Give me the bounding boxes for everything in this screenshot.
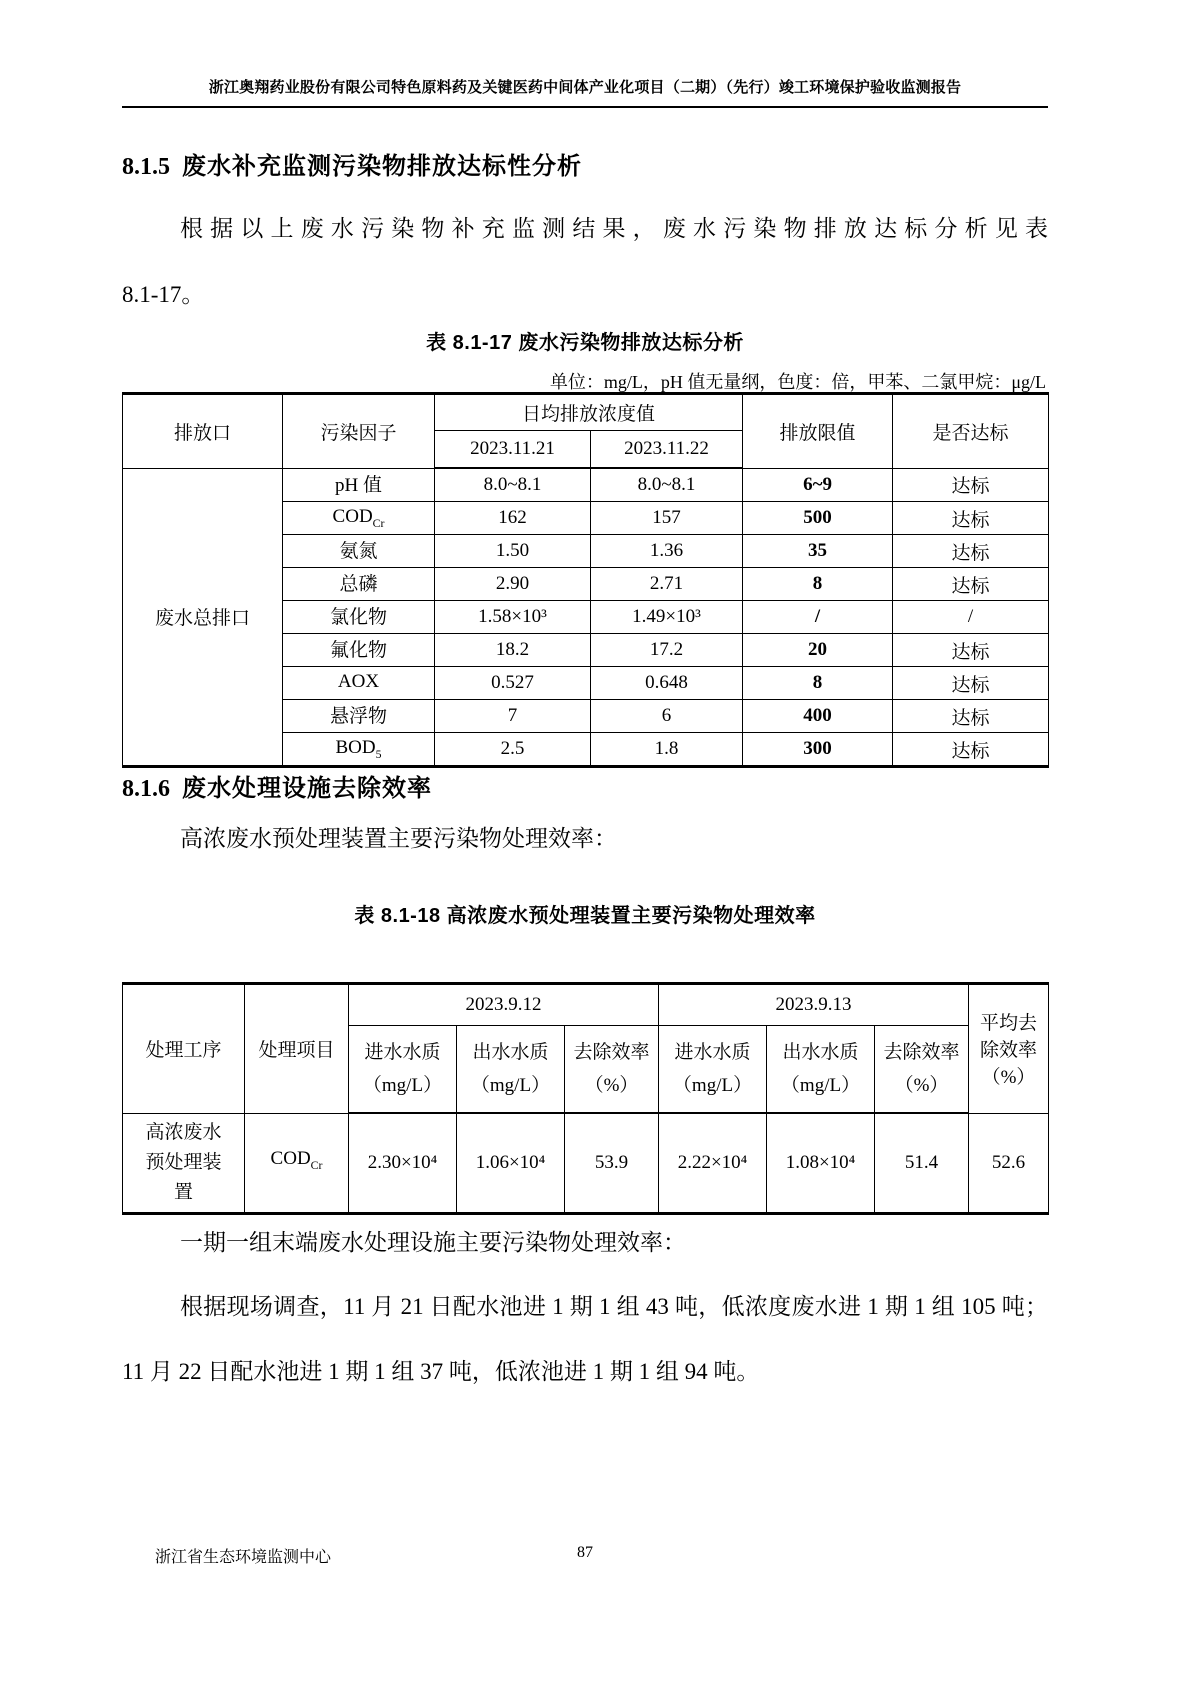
header-factor: 污染因子 xyxy=(283,394,435,469)
paragraph-line: 根据以上废水污染物补充监测结果，废水污染物排放达标分析见表 xyxy=(180,216,1048,241)
section-heading-8-1-6 xyxy=(122,768,432,803)
compliance-cell: 达标 xyxy=(893,733,1049,767)
factor-cell xyxy=(283,667,435,700)
value-cell: 1.36 xyxy=(591,535,743,568)
factor-cell xyxy=(283,601,435,634)
section-number: 8.1.5 xyxy=(122,154,170,180)
limit-cell: 35 xyxy=(743,535,893,568)
header-outflow: 出水水质（mg/L） xyxy=(457,1026,565,1114)
value-cell: 2.90 xyxy=(435,568,591,601)
factor-text: pH 值 xyxy=(335,474,382,496)
paragraph-line: 高浓废水预处理装置主要污染物处理效率： xyxy=(180,826,617,851)
header-inflow: 进水水质（mg/L） xyxy=(659,1026,767,1114)
factor-cell xyxy=(283,634,435,667)
header-outflow: 出水水质（mg/L） xyxy=(767,1026,875,1114)
value-cell: 2.5 xyxy=(435,733,591,767)
value-cell: 52.6 xyxy=(969,1113,1049,1213)
header-removal: 去除效率（%） xyxy=(565,1026,659,1114)
factor-cell xyxy=(283,733,435,767)
value-cell: 0.648 xyxy=(591,667,743,700)
footer-organization: 浙江省生态环境监测中心 xyxy=(155,1549,332,1566)
header-process: 处理工序 xyxy=(123,984,245,1114)
value-cell: 2.30×10⁴ xyxy=(349,1113,457,1213)
header-date1: 2023.9.12 xyxy=(349,984,659,1026)
limit-cell: 8 xyxy=(743,667,893,700)
compliance-cell: 达标 xyxy=(893,667,1049,700)
table2-caption: 表 8.1-18 高浓废水预处理装置主要污染物处理效率 xyxy=(354,905,816,927)
table-pretreatment-efficiency xyxy=(122,982,1049,1215)
compliance-cell: 达标 xyxy=(893,502,1049,535)
table1-caption: 表 8.1-17 废水污染物排放达标分析 xyxy=(426,332,744,354)
compliance-cell: 达标 xyxy=(893,634,1049,667)
factor-cell xyxy=(283,502,435,535)
limit-cell: 400 xyxy=(743,700,893,733)
value-cell: 51.4 xyxy=(875,1113,969,1213)
table-row xyxy=(123,468,1049,502)
value-cell: 2.22×10⁴ xyxy=(659,1113,767,1213)
compliance-cell: 达标 xyxy=(893,568,1049,601)
outlet-cell: 废水总排口 xyxy=(123,468,283,767)
value-cell: 2.71 xyxy=(591,568,743,601)
limit-cell: / xyxy=(743,601,893,634)
factor-text: 氟化物 xyxy=(329,640,387,662)
item-subscript: Cr xyxy=(310,1158,323,1172)
value-cell: 1.08×10⁴ xyxy=(767,1113,875,1213)
value-cell: 162 xyxy=(435,502,591,535)
limit-cell: 20 xyxy=(743,634,893,667)
factor-text: BOD xyxy=(335,736,376,758)
factor-text: COD xyxy=(332,505,373,527)
section-number: 8.1.6 xyxy=(122,776,170,802)
footer-page-number: 87 xyxy=(577,1544,593,1561)
value-cell: 157 xyxy=(591,502,743,535)
header-inflow: 进水水质（mg/L） xyxy=(349,1026,457,1114)
limit-cell: 8 xyxy=(743,568,893,601)
value-cell: 1.06×10⁴ xyxy=(457,1113,565,1213)
factor-cell xyxy=(283,700,435,733)
factor-cell xyxy=(283,568,435,601)
factor-cell xyxy=(283,535,435,568)
header-avg-removal: 平均去除效率（%） xyxy=(969,984,1049,1114)
factor-cell xyxy=(283,468,435,502)
factor-text: AOX xyxy=(337,670,380,692)
value-cell: 17.2 xyxy=(591,634,743,667)
limit-cell: 500 xyxy=(743,502,893,535)
factor-text: 总磷 xyxy=(339,574,378,596)
header-removal: 去除效率（%） xyxy=(875,1026,969,1114)
value-cell: 6 xyxy=(591,700,743,733)
value-cell: 53.9 xyxy=(565,1113,659,1213)
value-cell: 7 xyxy=(435,700,591,733)
item-text: COD xyxy=(270,1148,311,1170)
compliance-cell: 达标 xyxy=(893,700,1049,733)
header-outlet: 排放口 xyxy=(123,394,283,469)
header-limit: 排放限值 xyxy=(743,394,893,469)
limit-cell: 300 xyxy=(743,733,893,767)
header-item: 处理项目 xyxy=(245,984,349,1114)
paragraph-line: 一期一组末端废水处理设施主要污染物处理效率： xyxy=(180,1230,686,1255)
page-footer xyxy=(122,1544,1048,1566)
header-compliance: 是否达标 xyxy=(893,394,1049,469)
table-header-row xyxy=(123,984,1049,1026)
value-cell: 1.58×10³ xyxy=(435,601,591,634)
table-row xyxy=(123,1113,1049,1213)
compliance-cell: / xyxy=(893,601,1049,634)
process-cell: 高浓废水预处理装置 xyxy=(123,1113,245,1213)
value-cell: 1.50 xyxy=(435,535,591,568)
section-heading-8-1-5 xyxy=(122,146,582,181)
factor-text: 氨氮 xyxy=(339,541,378,563)
header-title: 浙江奥翔药业股份有限公司特色原料药及关键医药中间体产业化项目（二期）（先行）竣工环境保护验收监测报告 xyxy=(208,80,962,96)
section-title: 废水处理设施去除效率 xyxy=(182,775,432,802)
value-cell: 18.2 xyxy=(435,634,591,667)
factor-text: 氯化物 xyxy=(329,607,387,629)
compliance-cell: 达标 xyxy=(893,468,1049,502)
header-daily-avg: 日均排放浓度值 xyxy=(435,394,743,431)
limit-cell: 6~9 xyxy=(743,468,893,502)
factor-subscript: 5 xyxy=(375,747,382,761)
compliance-cell: 达标 xyxy=(893,535,1049,568)
section-title: 废水补充监测污染物排放达标性分析 xyxy=(182,153,582,180)
value-cell: 1.8 xyxy=(591,733,743,767)
paragraph-line: 根据现场调查，11 月 21 日配水池进 1 期 1 组 43 吨，低浓度废水进 1 期 1 组 105 吨；11 月 22 日配水池进 1 期 1 组 37 吨，低浓池进 1 期 1 组 94 吨。 xyxy=(122,1294,1048,1384)
factor-text: 悬浮物 xyxy=(329,706,387,728)
page-header xyxy=(122,76,1048,108)
header-date2: 2023.9.13 xyxy=(659,984,969,1026)
value-cell: 8.0~8.1 xyxy=(435,468,591,502)
value-cell: 1.49×10³ xyxy=(591,601,743,634)
header-date1: 2023.11.21 xyxy=(435,431,591,469)
factor-subscript: Cr xyxy=(372,516,385,530)
table-header-row xyxy=(123,394,1049,431)
paragraph-line: 8.1-17。 xyxy=(122,282,205,307)
value-cell: 0.527 xyxy=(435,667,591,700)
header-date2: 2023.11.22 xyxy=(591,431,743,469)
table-wastewater-compliance xyxy=(122,392,1049,768)
value-cell: 8.0~8.1 xyxy=(591,468,743,502)
item-cell xyxy=(245,1113,349,1213)
table1-unit-note: 单位：mg/L，pH 值无量纲，色度：倍，甲苯、二氯甲烷：μg/L xyxy=(549,372,1046,392)
